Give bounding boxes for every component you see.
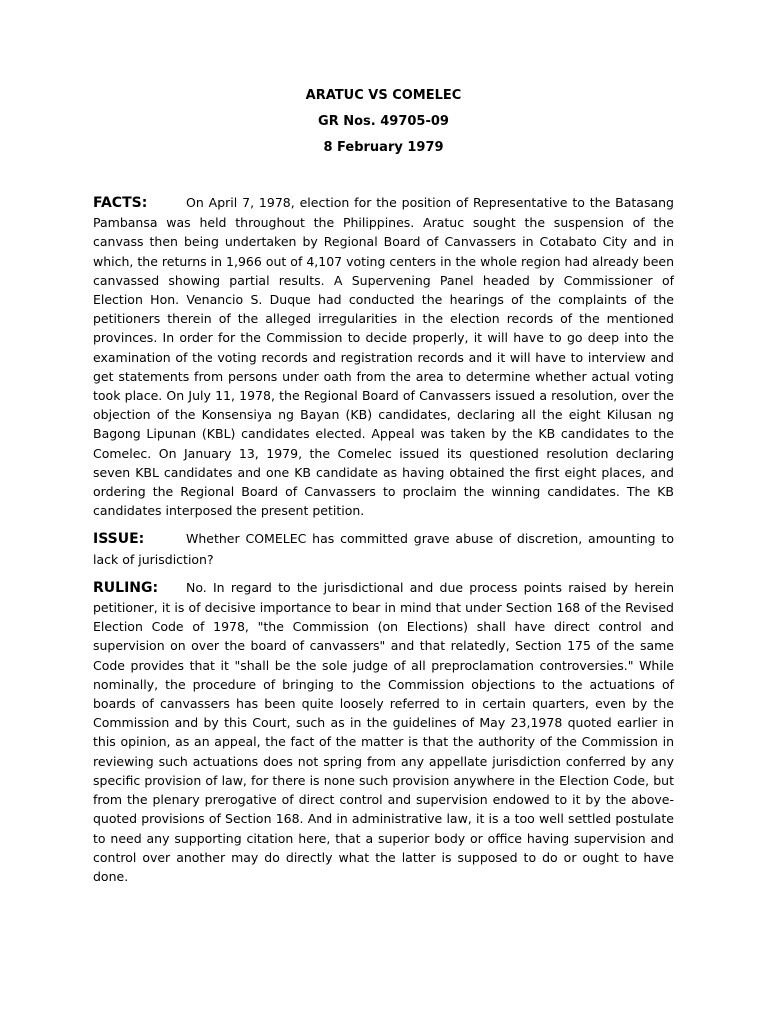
issue-text: Whether COMELEC has committed grave abuse of discretion, amounting to lack of jurisdiction? — [93, 531, 674, 567]
case-gr-number: GR Nos. 49705-09 — [318, 114, 449, 129]
case-header — [93, 88, 674, 155]
case-title: ARATUC VS COMELEC — [305, 88, 462, 103]
case-date: 8 February 1979 — [323, 140, 444, 155]
facts-section — [93, 193, 674, 520]
facts-text: On April 7, 1978, election for the position of Representative to the Batasang Pambansa was held throughout the Philippines. Aratuc sought the suspension of the canvass then being undertaken by Regional Board of Canvassers in Cotabato City and in which, the returns in 1,966 out of 4,107 voting centers in the whole region had already been canvassed showing partial results. A Supervening Panel headed by Commissioner of Election Hon. Venancio S. Duque had conducted the hearings of the complaints of the petitioners therein of the alleged irregularities in the election records of the mentioned provinces. In order for the Commission to decide properly, it will have to go deep into the examination of the voting records and registration records and it will have to interview and get statements from persons under oath from the area to determine whether actual voting took place. On July 11, 1978, the Regional Board of Canvassers issued a resolution, over the objection of the Konsensiya ng Bayan (KB) candidates, declaring all the eight Kilusan ng Bagong Lipunan (KBL) candidates elected. Appeal was taken by the KB candidates to the Comelec. On January 13, 1979, the Comelec issued its questioned resolution declaring seven KBL candidates and one KB candidate as having obtained the first eight places, and ordering the Regional Board of Canvassers to proclaim the winning candidates. The KB candidates interposed the present petition. — [93, 195, 674, 519]
issue-label: ISSUE: — [93, 531, 145, 548]
ruling-text: No. In regard to the jurisdictional and due process points raised by herein petitioner, it is of decisive importance to bear in mind that under Section 168 of the Revised Election Code of 1978, "the Commission (on Elections) shall have direct control and supervision on over the board of canvassers" and that relatedly, Section 175 of the same Code provides that it "shall be the sole judge of all preproclamation controversies." While nominally, the procedure of bringing to the Commission objections to the actuations of boards of canvassers has been quite loosely referred to in certain quarters, even by the Commission and by this Court, such as in the guidelines of May 23,1978 quoted earlier in this opinion, as an appeal, the fact of the matter is that the authority of the Commission in reviewing such actuations does not spring from any appellate jurisdiction conferred by any specific provision of law, for there is none such provision anywhere in the Election Code, but from the plenary prerogative of direct control and supervision endowed to it by the above-quoted provisions of Section 168. And in administrative law, it is a too well settled postulate to need any supporting citation here, that a superior body or office having supervision and control over another may do directly what the latter is supposed to do or ought to have done. — [93, 579, 674, 884]
facts-label: FACTS: — [93, 195, 148, 211]
ruling-label: RULING: — [93, 579, 159, 596]
document-page — [93, 0, 674, 886]
issue-section — [93, 529, 674, 568]
ruling-section — [93, 578, 674, 886]
